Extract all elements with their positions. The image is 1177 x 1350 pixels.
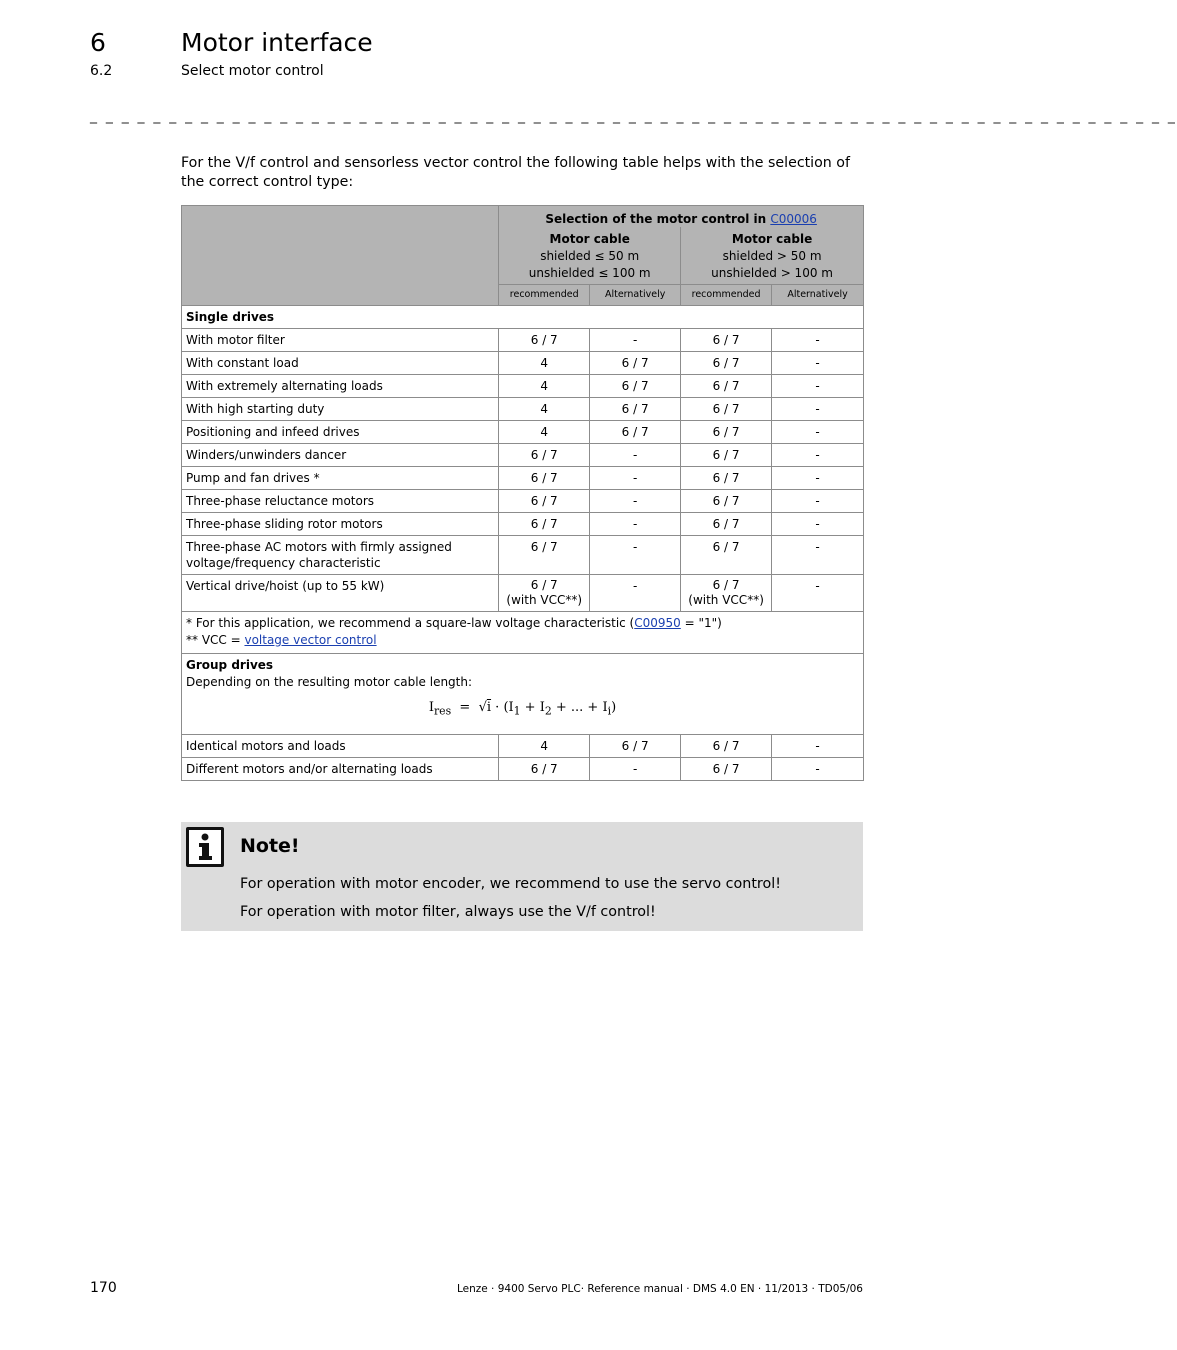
cell-c3 — [681, 575, 772, 612]
cell-c2: - — [590, 467, 681, 490]
cell-c3: 6 / 7 — [681, 421, 772, 444]
footer-text: Lenze · 9400 Servo PLC· Reference manual · DMS 4.0 EN · 11/2013 · TD05/06 — [456, 1283, 863, 1295]
formula-subi: i — [607, 704, 612, 718]
row-label: Different motors and/or alternating loads — [182, 757, 499, 780]
cable-group-long-title: Motor cable — [731, 232, 813, 246]
table-row — [182, 490, 864, 513]
table-row — [182, 757, 864, 780]
cell-c3: 6 / 7 — [681, 375, 772, 398]
cell-c1: 4 — [499, 352, 590, 375]
resulting-length-formula — [186, 699, 859, 720]
single-drives-row — [182, 306, 864, 329]
note-box — [181, 822, 863, 931]
cell-c2: 6 / 7 — [590, 352, 681, 375]
formula-mid: + ... + I — [551, 700, 608, 715]
row-label: Three-phase reluctance motors — [182, 490, 499, 513]
cell-c1: 4 — [499, 375, 590, 398]
cell-c1: 6 / 7 — [499, 329, 590, 352]
footnote-cell — [182, 612, 864, 654]
cell-c3-note: (with VCC**) — [688, 593, 764, 607]
cell-c3: 6 / 7 — [681, 536, 772, 575]
footnote-vcc — [186, 632, 859, 649]
group-drives-label: Group drives — [186, 658, 274, 672]
row-label: With motor filter — [182, 329, 499, 352]
header-selection-cell — [499, 206, 864, 228]
cell-c3: 6 / 7 — [681, 352, 772, 375]
group-drives-row — [182, 654, 864, 735]
formula-lhs-sub: res — [433, 704, 452, 718]
formula-sub2: 2 — [544, 704, 552, 718]
cell-c2: 6 / 7 — [590, 421, 681, 444]
cell-c1-note: (with VCC**) — [506, 593, 583, 607]
cell-c4: - — [772, 757, 864, 780]
page-number: 170 — [90, 1280, 117, 1296]
footnote-square-law — [186, 615, 859, 632]
cell-c3: 6 / 7 — [681, 444, 772, 467]
cell-c1: 6 / 7 — [499, 513, 590, 536]
section-number: 6.2 — [90, 63, 113, 79]
cell-c4: - — [772, 513, 864, 536]
formula-body: · (I — [491, 700, 514, 715]
cell-c4: - — [772, 490, 864, 513]
table-row — [182, 444, 864, 467]
cell-c2: - — [590, 329, 681, 352]
info-icon — [186, 827, 224, 867]
header-blank-cell — [182, 206, 499, 306]
note-line-1: For operation with motor encoder, we recommend to use the servo control! — [240, 876, 781, 892]
table-row — [182, 352, 864, 375]
note-title: Note! — [240, 835, 300, 857]
row-label: Vertical drive/hoist (up to 55 kW) — [182, 575, 499, 612]
row-label: With extremely alternating loads — [182, 375, 499, 398]
cell-c3: 6 / 7 — [681, 757, 772, 780]
cell-c4: - — [772, 329, 864, 352]
table-row — [182, 536, 864, 575]
table-row — [182, 375, 864, 398]
cell-c3: 6 / 7 — [681, 398, 772, 421]
single-drives-label: Single drives — [182, 306, 864, 329]
cable-group-short — [499, 227, 681, 285]
subheader-recommended-1: recommended — [499, 285, 590, 306]
group-drives-text: Depending on the resulting motor cable length: — [186, 675, 473, 689]
cable-group-long-line2: unshielded > 100 m — [711, 266, 833, 280]
footnote1-prefix: * For this application, we recommend a square-law voltage characteristic ( — [186, 616, 635, 630]
cell-c1-value: 6 / 7 — [530, 578, 558, 592]
cell-c1: 6 / 7 — [499, 444, 590, 467]
formula-close: ) — [611, 700, 617, 715]
cell-c4: - — [772, 467, 864, 490]
group-drives-cell — [182, 654, 864, 735]
cable-group-long-line1: shielded > 50 m — [722, 249, 822, 263]
cable-group-short-title: Motor cable — [549, 232, 630, 246]
cell-c4: - — [772, 575, 864, 612]
formula-plus1: + I — [520, 700, 545, 715]
table-row — [182, 329, 864, 352]
cell-c4: - — [772, 421, 864, 444]
formula-sub1: 1 — [513, 704, 521, 718]
cell-c4: - — [772, 398, 864, 421]
c00006-link[interactable]: C00006 — [770, 212, 817, 226]
motor-control-selection-table — [181, 205, 864, 781]
cell-c1: 4 — [499, 734, 590, 757]
cell-c3: 6 / 7 — [681, 467, 772, 490]
cell-c3: 6 / 7 — [681, 734, 772, 757]
cell-c1: 4 — [499, 398, 590, 421]
row-label: Three-phase AC motors with firmly assigned voltage/frequency characteristic — [182, 536, 499, 575]
cell-c3: 6 / 7 — [681, 490, 772, 513]
cell-c4: - — [772, 734, 864, 757]
cell-c4: - — [772, 444, 864, 467]
cell-c2: 6 / 7 — [590, 375, 681, 398]
chapter-number: 6 — [90, 28, 106, 57]
row-label: With constant load — [182, 352, 499, 375]
cell-c2: - — [590, 490, 681, 513]
cell-c1: 6 / 7 — [499, 490, 590, 513]
footnote1-suffix: = "1") — [680, 616, 722, 630]
cell-c1: 4 — [499, 421, 590, 444]
cell-c2: - — [590, 757, 681, 780]
table-row — [182, 421, 864, 444]
cell-c2: - — [590, 444, 681, 467]
cell-c4: - — [772, 375, 864, 398]
table-header-row — [182, 206, 864, 228]
row-label: Pump and fan drives * — [182, 467, 499, 490]
note-line-2: For operation with motor filter, always use the V/f control! — [240, 904, 656, 920]
cell-c2: - — [590, 536, 681, 575]
c00950-link[interactable]: C00950 — [634, 616, 681, 630]
subheader-recommended-2: recommended — [681, 285, 772, 306]
cell-c3: 6 / 7 — [681, 513, 772, 536]
cell-c1: 6 / 7 — [499, 467, 590, 490]
table-row — [182, 467, 864, 490]
formula-sqrt: √ — [478, 700, 487, 715]
cell-c4: - — [772, 536, 864, 575]
cell-c2: - — [590, 513, 681, 536]
cell-c3-value: 6 / 7 — [712, 578, 740, 592]
table-row — [182, 513, 864, 536]
row-label: Positioning and infeed drives — [182, 421, 499, 444]
cell-c1: 6 / 7 — [499, 757, 590, 780]
cable-group-short-line2: unshielded ≤ 100 m — [528, 266, 651, 280]
header-selection-label: Selection of the motor control in — [545, 212, 771, 226]
cable-group-long — [681, 227, 864, 285]
row-label: Identical motors and loads — [182, 734, 499, 757]
intro-text: For the V/f control and sensorless vector control the following table helps with the selection of the correct control type: — [181, 155, 850, 190]
table-row — [182, 398, 864, 421]
formula-i: i — [486, 700, 492, 715]
chapter-title: Motor interface — [181, 28, 373, 57]
formula-eq: = — [459, 700, 471, 715]
header-separator: _ _ _ _ _ _ _ _ _ _ _ _ _ _ _ _ _ _ _ _ _ _ _ _ _ _ _ _ _ _ _ _ _ _ _ _ _ _ _ _ _ _ _ _ _ _ _ _ _ _ _ _ _ _ _ _ _ _ _ _ _ _ _ _ _ _ _ _ _ — [90, 108, 1177, 124]
row-label: Three-phase sliding rotor motors — [182, 513, 499, 536]
cable-group-short-line1: shielded ≤ 50 m — [540, 249, 640, 263]
cell-c1: 6 / 7 — [499, 536, 590, 575]
cell-c2: 6 / 7 — [590, 734, 681, 757]
vertical-drive-row — [182, 575, 864, 612]
formula-lhs: I — [428, 700, 434, 715]
footnote-row — [182, 612, 864, 654]
cell-c3: 6 / 7 — [681, 329, 772, 352]
cell-c2: 6 / 7 — [590, 398, 681, 421]
section-title: Select motor control — [181, 63, 324, 79]
table-row — [182, 734, 864, 757]
footnote2-prefix: ** VCC = — [186, 633, 245, 647]
row-label: With high starting duty — [182, 398, 499, 421]
cell-c1 — [499, 575, 590, 612]
cell-c4: - — [772, 352, 864, 375]
cell-c2: - — [590, 575, 681, 612]
row-label: Winders/unwinders dancer — [182, 444, 499, 467]
subheader-alternatively-1: Alternatively — [590, 285, 681, 306]
subheader-alternatively-2: Alternatively — [772, 285, 864, 306]
voltage-vector-control-link[interactable]: voltage vector control — [244, 633, 377, 647]
